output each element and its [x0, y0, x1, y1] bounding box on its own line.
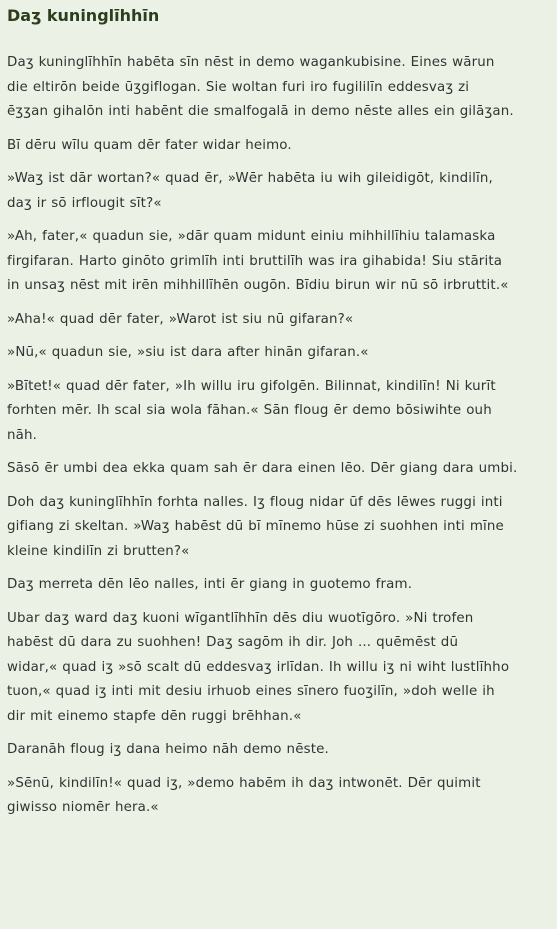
paragraph: »Nū,« quadun sie, »siu ist dara after hinān gifaran.«	[7, 345, 369, 360]
paragraph: Sāsō ēr umbi dea ekka quam sah ēr dara einen lēo. Dēr giang dara umbi.	[7, 461, 518, 476]
paragraph: »Aha!« quad dēr fater, »Warot ist siu nū gifaran?«	[7, 311, 354, 327]
paragraph: Daʒ merreta dēn lēo nalles, inti ēr giang in guotemo fram.	[7, 577, 413, 592]
paragraph: »Bītet!« quad dēr fater, »Ih willu iru gifolgēn. Bilinnat, kindilīn! Ni kurīt forhten mēr. Ih scal sia wola fāhan.« Sān floug ēr demo bōsiwihte ouh nāh.	[7, 378, 496, 443]
paragraph: »Ah, fater,« quadun sie, »dār quam midunt einiu mihhillīhiu talamaska firgifaran. Harto ginōto grimlīh inti bruttilīh was ira gihabida! Siu stārita in unsaʒ nēst mit irēn mihhillīhēn ougōn. Bīdiu birun wir nū sō irbruttit.«	[7, 229, 509, 293]
paragraph: Daranāh floug iʒ dana heimo nāh demo nēste.	[7, 742, 329, 757]
paragraph: Doh daʒ kuninglīhhīn forhta nalles. Iʒ floug nidar ūf dēs lēwes ruggi inti gifiang zi skeltan. »Waʒ habēst dū bī mīnemo hūse zi suohhen inti mīne kleine kindilīn zi brutten?«	[7, 494, 504, 559]
story-title: Daʒ kuninglīhhīn	[7, 6, 160, 25]
paragraph: Daʒ kuninglīhhīn habēta sīn nēst in demo wagankubisine. Eines wārun die eltirōn beide ūʒgiflogan. Sie woltan furi iro fugililīn eddesvaʒ zi ēʒʒan gihalōn inti habēnt die smalfogalā in demo nēste alles ein gilāʒan.	[7, 55, 514, 119]
paragraph: »Waʒ ist dār wortan?« quad ēr, »Wēr habēta iu wih gileidigōt, kindilīn, daʒ ir sō irflougit sīt?«	[7, 171, 493, 211]
paragraph: Ubar daʒ ward daʒ kuoni wīgantlīhhīn dēs diu wuotīgōro. »Ni trofen habēst dū dara zu suohhen! Daʒ sagōm ih dir. Joh ... quēmēst dū widar,« quad iʒ »sō scalt dū eddesvaʒ irlīdan. Ih willu iʒ ni wiht lustlīhho tuon,« quad iʒ inti mit desiu irhuob eines sīnero fuoʒilīn, »doh welle ih dir mit einemo stapfe dēn ruggi brēhhan.«	[7, 610, 510, 724]
paragraph: Bī dēru wīlu quam dēr fater widar heimo.	[7, 137, 292, 153]
story-body	[7, 51, 557, 821]
paragraph: »Sēnū, kindilīn!« quad iʒ, »demo habēm ih daʒ intwonēt. Dēr quimit giwisso niomēr hera.«	[7, 775, 481, 815]
